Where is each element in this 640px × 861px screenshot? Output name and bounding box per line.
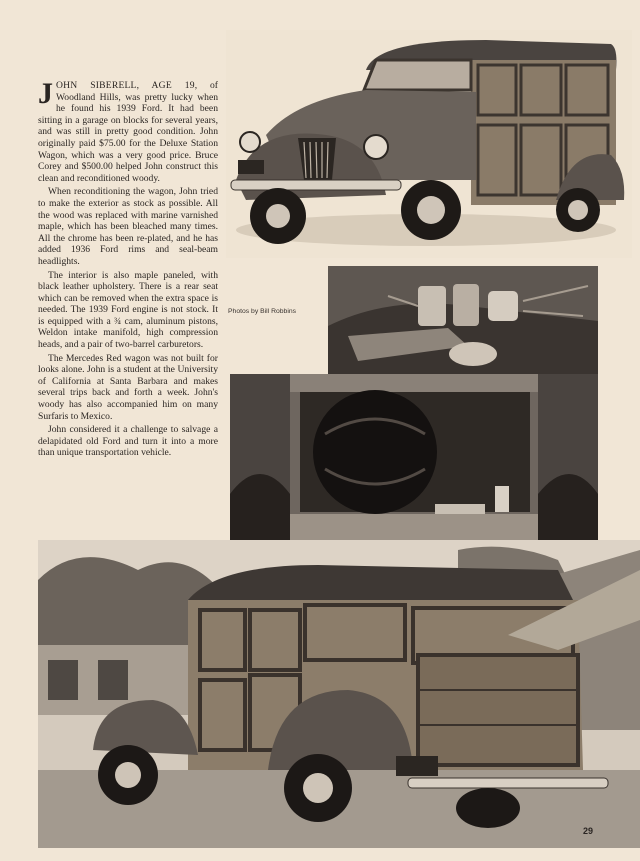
photo-engine xyxy=(328,266,598,374)
article-body xyxy=(38,77,219,461)
article-paragraph-3: The interior is also maple paneled, with black leather upholstery. There is a rear seat which can be removed when the extra space is needed. The 1939 Ford engine is not stock. It is equipped with a ¾ cam, aluminum pistons, Weldon intake manifold, high compression heads, and a pair of two-barrel carburetors. xyxy=(38,269,218,351)
article-paragraph-2: When reconditioning the wagon, John tried to make the exterior as stock as possible. All the wood was replaced with marine varnished maple, which has been bleached many times. All the chrome has been re-plated, and he has added 1936 Ford rims and seal-beam headlights. xyxy=(38,186,218,267)
page-number: 29 xyxy=(582,826,593,836)
article-paragraph-4: The Mercedes Red wagon was not built for looks alone. John is a student at the University of California at Santa Barbara and makes several trips back and forth a week. John's woody has also accompanied him on many Surfaris to Mexico. xyxy=(38,352,218,422)
drop-cap: J xyxy=(38,77,53,110)
photo-rear-interior xyxy=(230,374,598,542)
article-paragraph-1-text: of Woodland Hills, was pretty lucky when he found his 1939 Ford. It had been sitting in a garage on blocks for several years, and was still in pretty good condition. John originally paid $75.00 for the Deluxe Station Wagon, which was a very good price. Bruce Corey and $500.00 helped John construct this clean and reconditioned woody. xyxy=(38,80,219,184)
article-paragraph-1 xyxy=(38,77,219,184)
photo-woody-front xyxy=(226,30,632,258)
article-lead-in: OHN SIBERELL, AGE 19, xyxy=(56,80,198,91)
photo-credit: Photos by Bill Robbins xyxy=(228,308,297,315)
photo-woody-rear xyxy=(38,540,640,848)
article-paragraph-5: John considered it a challenge to salvage a delapidated old Ford and turn it into a more than unique transportation vehicle. xyxy=(38,424,218,459)
